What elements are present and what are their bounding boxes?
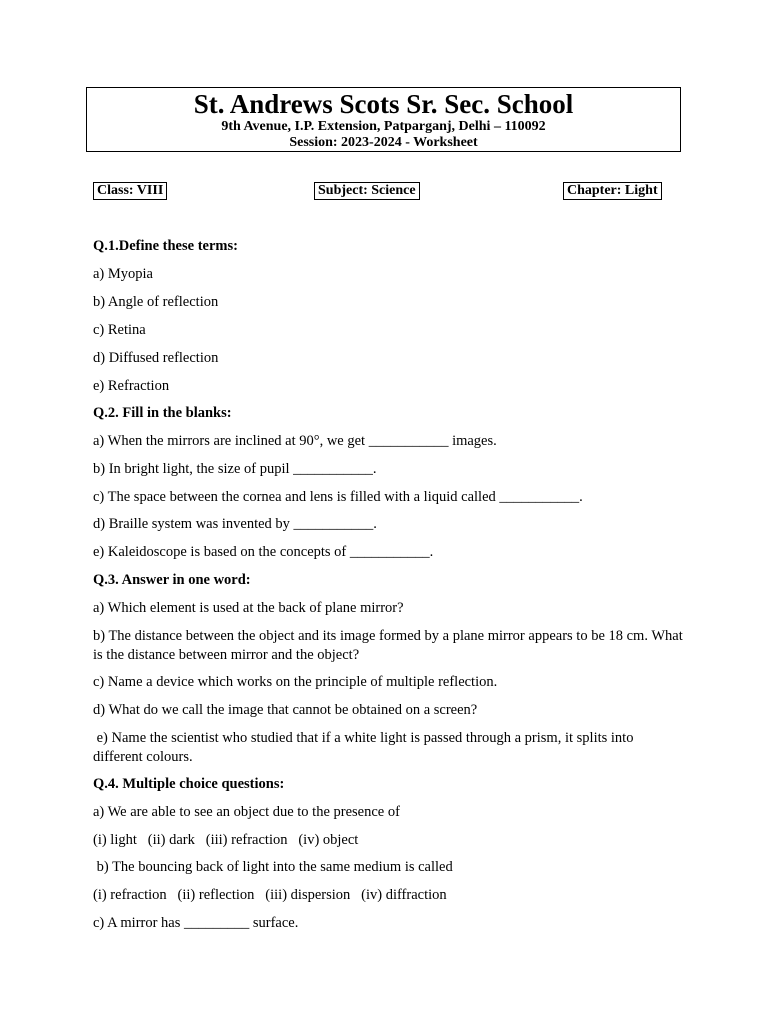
school-address: 9th Avenue, I.P. Extension, Patparganj, Delhi – 110092	[221, 119, 546, 134]
q4-line: c) A mirror has _________ surface.	[93, 915, 299, 931]
q4-line: b) The bouncing back of light into the same medium is called	[93, 859, 453, 875]
q2-item: b) In bright light, the size of pupil ___________.	[93, 461, 377, 477]
q3-item: b) The distance between the object and its image formed by a plane mirror appears to be 18 cm. What is the distance between mirror and the object?	[93, 628, 687, 663]
q3-item: d) What do we call the image that cannot be obtained on a screen?	[93, 702, 478, 718]
chapter-label: Chapter: Light	[563, 182, 662, 200]
q3-item: a) Which element is used at the back of plane mirror?	[93, 600, 404, 616]
class-label: Class: VIII	[93, 182, 167, 200]
q1-item: e) Refraction	[93, 378, 170, 394]
q1-item: b) Angle of reflection	[93, 294, 219, 310]
q2-heading: Q.2. Fill in the blanks:	[93, 405, 232, 421]
q1-item: c) Retina	[93, 322, 146, 338]
q3-heading: Q.3. Answer in one word:	[93, 572, 251, 588]
q3-item: c) Name a device which works on the principle of multiple reflection.	[93, 674, 498, 690]
q1-item: d) Diffused reflection	[93, 350, 219, 366]
q4-options: (i) refraction (ii) reflection (iii) dispersion (iv) diffraction	[93, 887, 447, 903]
q4-options: (i) light (ii) dark (iii) refraction (iv) object	[93, 832, 359, 848]
q4-line: a) We are able to see an object due to the presence of	[93, 804, 400, 820]
session-info: Session: 2023-2024 - Worksheet	[289, 135, 478, 150]
q2-item: c) The space between the cornea and lens is filled with a liquid called ___________.	[93, 489, 583, 505]
q2-item: a) When the mirrors are inclined at 90°, we get ___________ images.	[93, 433, 497, 449]
school-header	[86, 87, 681, 152]
subject-label: Subject: Science	[314, 182, 420, 200]
q2-item: d) Braille system was invented by ___________.	[93, 516, 377, 532]
q3-item: e) Name the scientist who studied that if a white light is passed through a prism, it splits into different colours.	[93, 730, 638, 765]
q1-heading: Q.1.Define these terms:	[93, 238, 238, 254]
school-name: St. Andrews Scots Sr. Sec. School	[193, 89, 574, 119]
q2-item: e) Kaleidoscope is based on the concepts of ___________.	[93, 544, 434, 560]
q1-item: a) Myopia	[93, 266, 153, 282]
q4-heading: Q.4. Multiple choice questions:	[93, 776, 285, 792]
